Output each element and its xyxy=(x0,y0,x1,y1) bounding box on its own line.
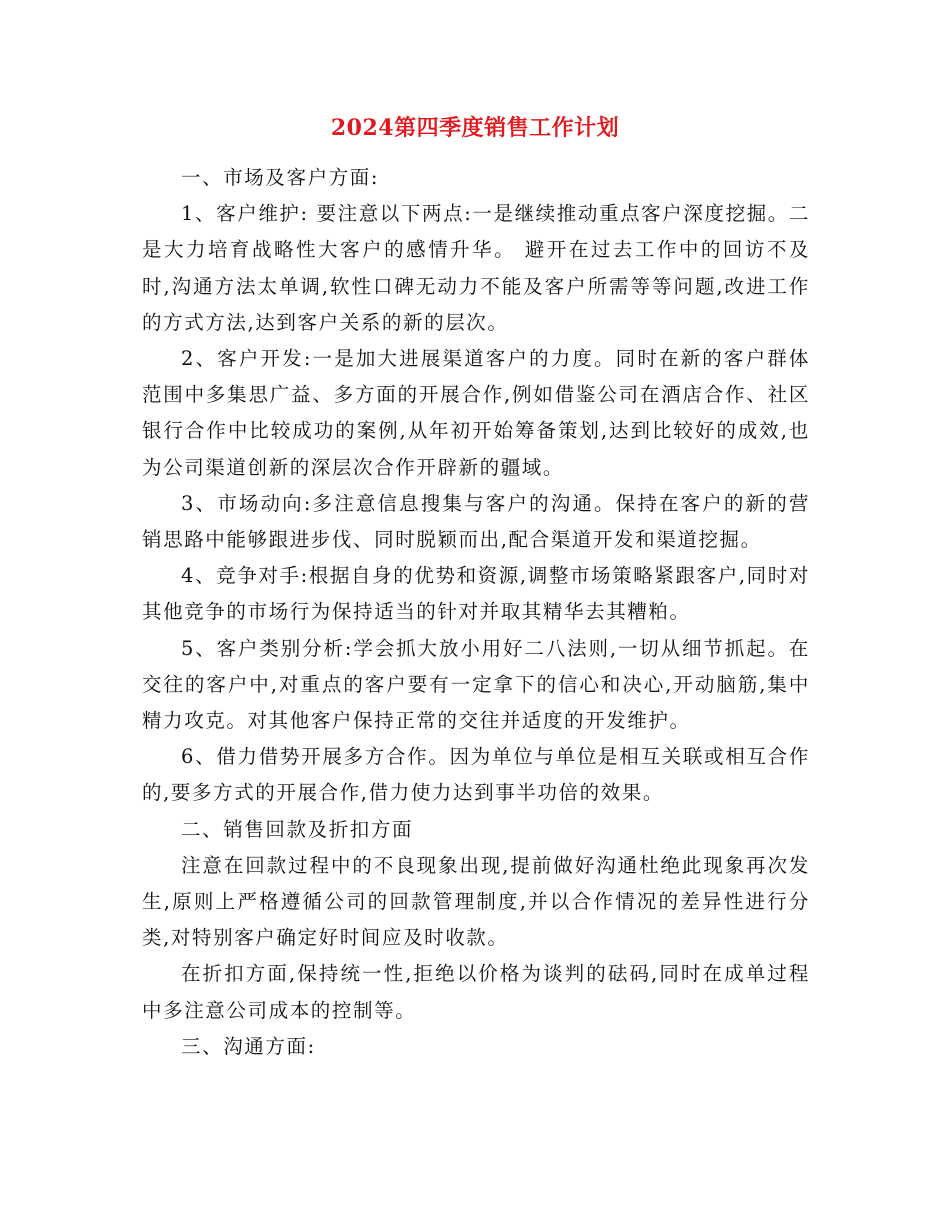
paragraph-market-trends: 3、市场动向:多注意信息搜集与客户的沟通。保持在客户的新的营销思路中能够跟进步伐、同时脱颖而出,配合渠道开发和渠道挖掘。 xyxy=(142,491,810,552)
document-title: 2024第四季度销售工作计划 xyxy=(330,115,620,141)
section-heading-payment-discount: 二、销售回款及折扣方面 xyxy=(181,817,414,841)
paragraph-customer-development: 2、客户开发:一是加大进展渠道客户的力度。同时在新的客户群体范围中多集思广益、多方面的开展合作,例如借鉴公司在酒店合作、社区银行合作中比较成功的案例,从年初开始筹备策划,达到比较好的成效,也为公司渠道创新的深层次合作开辟新的疆域。 xyxy=(142,347,810,479)
paragraph-customer-analysis: 5、客户类别分析:学会抓大放小用好二八法则,一切从细节抓起。在交往的客户中,对重点的客户要有一定拿下的信心和决心,开动脑筋,集中精力攻克。对其他客户保持正常的交往并适度的开发维护。 xyxy=(142,636,810,733)
document-body xyxy=(142,160,810,1065)
paragraph-cooperation: 6、借力借势开展多方合作。因为单位与单位是相互关联或相互合作的,要多方式的开展合作,借力使力达到事半功倍的效果。 xyxy=(142,745,810,805)
paragraph-payment: 注意在回款过程中的不良现象出现,提前做好沟通杜绝此现象再次发生,原则上严格遵循公司的回款管理制度,并以合作情况的差异性进行分类,对特别客户确定好时间应及时收款。 xyxy=(142,853,810,950)
section-heading-communication: 三、沟通方面: xyxy=(181,1034,316,1058)
paragraph-discount: 在折扣方面,保持统一性,拒绝以价格为谈判的砝码,同时在成单过程中多注意公司成本的控制等。 xyxy=(142,962,810,1022)
paragraph-competitors: 4、竞争对手:根据自身的优势和资源,调整市场策略紧跟客户,同时对其他竞争的市场行为保持适当的针对并取其精华去其糟粕。 xyxy=(142,564,810,624)
section-heading-market-customers: 一、市场及客户方面: xyxy=(181,166,380,189)
paragraph-customer-maintenance: 1、客户维护: 要注意以下两点:一是继续推动重点客户深度挖掘。二是大力培育战略性大客户的感情升华。 避开在过去工作中的回访不及时,沟通方法太单调,软性口碑无动力不能及客户所需等等问题,改进工作的方式方法,达到客户关系的新的层次。 xyxy=(142,202,810,334)
